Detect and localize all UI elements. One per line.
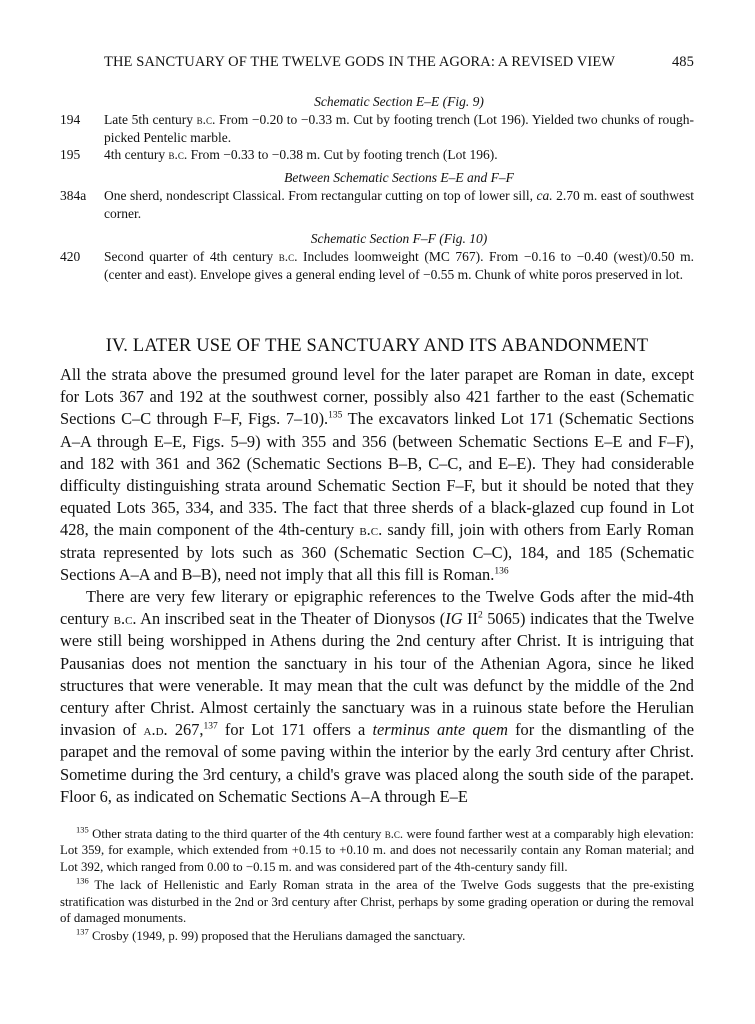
section-heading-ee: Schematic Section E–E (Fig. 9)	[314, 94, 484, 109]
lot-text: Late 5th century b.c. From −0.20 to −0.33 m. Cut by footing trench (Lot 196). Yielded two chunks of rough-picked Pentelic marble.	[104, 112, 694, 145]
footnote: $^{137}$ Crosby (1949, p. 99) proposed that the Herulians damaged the sanctuary.	[76, 927, 466, 944]
section-heading-ff: Schematic Section F–F (Fig. 10)	[310, 231, 488, 246]
paragraph: There are very few literary or epigraphic references to the Twelve Gods after the mid-4th century b.c. An inscribed seat in the Theater of Dionysos (IG $II^2$ 5065) indicates that the Twelve were still being worshipped in Athens during the 2nd century after Christ. It is intriguing that Pausanias does not mention the sanctuary in his tour of the Athenian Agora, since he liked structures that were venerable. It may mean that the cult was defunct by the middle of the 2nd century after Christ. Almost certainly the sanctuary was in a ruinous state before the Herulian invasion of a.d. 267,$^{137}$ for Lot 171 offers a terminus ante quem for the dismantling of the parapet and the removal of some paving within the interior by the early 3rd century after Christ. Sometime during the 3rd century, a child's grave was placed along the south side of the parapet. Floor 6, as indicated on Schematic Sections A–A through E–E	[60, 587, 695, 806]
lot-number: 195	[60, 147, 81, 162]
lot-entry	[60, 146, 694, 164]
lot-text: Second quarter of 4th century b.c. Includes loomweight (MC 767). From −0.16 to −0.40 (west)/0.50 m. (center and east). Envelope gives a general ending level of −0.55 m. Chunk of white poros preserved in lot.	[104, 249, 694, 282]
footnote-ref[interactable]: 137	[203, 721, 218, 732]
lot-text: One sherd, nondescript Classical. From rectangular cutting on top of lower sill, ca. 2.70 m. east of southwest corner.	[104, 188, 694, 221]
body-text	[60, 364, 694, 808]
footnote-ref[interactable]: 135	[328, 410, 343, 421]
lot-number: 194	[60, 112, 81, 127]
chapter-heading: IV. LATER USE OF THE SANCTUARY AND ITS ABANDONMENT	[105, 336, 649, 356]
lot-entry	[60, 248, 694, 283]
footnote: $^{136}$ The lack of Hellenistic and Early Roman strata in the area of the Twelve Gods suggests that the pre-existing stratification was disturbed in the 2nd or 3rd century after Christ, perhaps by some grading operation or during the removal of damaged monuments.	[60, 875, 694, 926]
lot-number: 420	[60, 249, 81, 264]
page-number: 485	[671, 54, 694, 70]
running-title: THE SANCTUARY OF THE TWELVE GODS IN THE AGORA: A REVISED VIEW	[104, 54, 616, 70]
lot-entry	[60, 111, 694, 146]
lot-text: 4th century b.c. From −0.33 to −0.38 m. Cut by footing trench (Lot 196).	[104, 147, 498, 162]
lot-entry	[60, 187, 694, 222]
footnotes	[60, 826, 694, 947]
paragraph: All the strata above the presumed ground level for the later parapet are Roman in date, except for Lots 367 and 192 at the southwest corner, possibly also 421 farther to the east (Schematic Sections C–C through F–F, Figs. 7–10).$^{135}$ The excavators linked Lot 171 (Schematic Sections A–A through E–E, Figs. 5–9) with 355 and 356 (between Schematic Sections E–E and F–F), and 182 with 361 and 362 (Schematic Sections B–B, C–C, and E–E). They had considerable difficulty distinguishing strata around Schematic Section F–F, but it should be noted that they equated Lots 365, 334, and 335. The fact that three sherds of a black-glazed cup found in Lot 428, the main component of the 4th-century b.c. sandy fill, join with others from Early Roman strata represented by lots such as 360 (Schematic Section C–C), 184, and 185 (Schematic Sections A–A and B–B), need not imply that all this fill is Roman.$^{136}$	[60, 365, 694, 584]
lot-number: 384a	[60, 188, 87, 203]
footnote: $^{135}$ Other strata dating to the third quarter of the 4th century b.c. were found farther west at a comparably high elevation: Lot 359, for example, which extended from +0.15 to +0.10 m. and does not necessarily contain any Roman material; and Lot 392, which ranged from 0.00 to −0.15 m. and was considered part of the 4th-century sandy fill.	[60, 824, 694, 874]
section-heading-between: Between Schematic Sections E–E and F–F	[284, 170, 514, 185]
footnote-ref[interactable]: 136	[494, 566, 509, 577]
